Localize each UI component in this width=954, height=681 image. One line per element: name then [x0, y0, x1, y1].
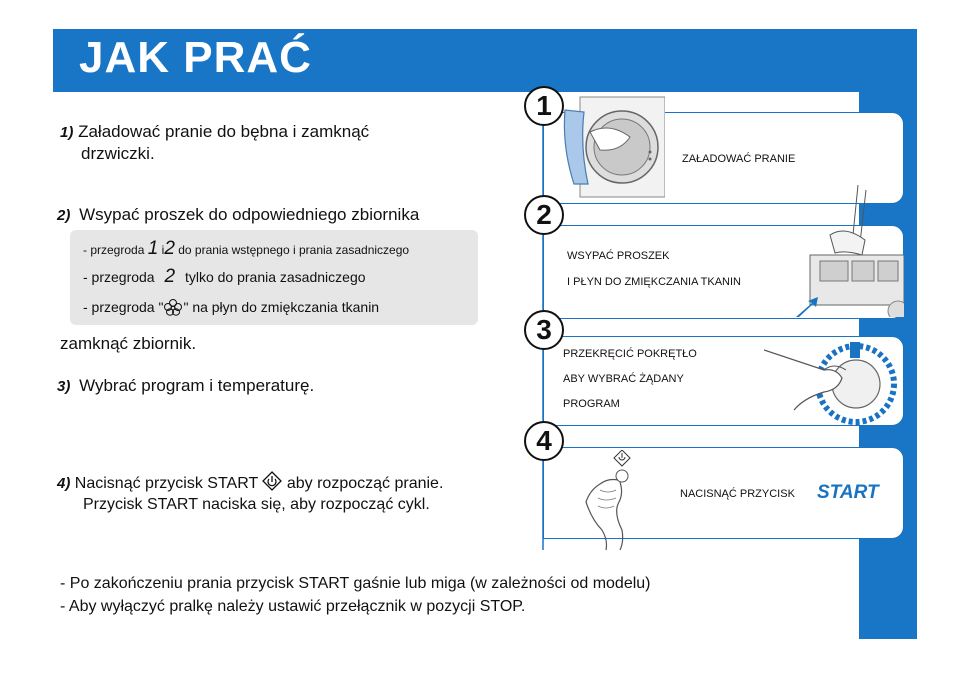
start-power-icon: [262, 471, 282, 491]
compartment-prefix: - przegroda: [83, 243, 145, 257]
flower-softener-icon: [163, 298, 183, 316]
step-1-number: 1): [60, 124, 74, 141]
compartment-and: i: [161, 243, 165, 257]
panel-3-label-2: ABY WYBRAĆ ŻĄDANY: [563, 373, 684, 385]
detergent-compartments-box: [70, 230, 478, 325]
footer-note-1: - Po zakończeniu prania przycisk START gaśnie lub miga (w zależności od modelu): [60, 575, 651, 592]
panel-1-label: ZAŁADOWAĆ PRANIE: [682, 153, 796, 165]
footer-note-2: - Aby wyłączyć pralkę należy ustawić przełącznik w pozycji STOP.: [60, 598, 526, 615]
panel-2-label-2: I PŁYN DO ZMIĘKCZANIA TKANIN: [567, 276, 741, 288]
panel-3-label-1: PRZEKRĘCIĆ POKRĘTŁO: [563, 348, 697, 360]
step-1-line1: Załadować pranie do bębna i zamknąć: [78, 122, 370, 141]
step-1: [60, 121, 369, 164]
washer-door-illustration: [560, 92, 665, 198]
compartment-digit-1: 1: [147, 238, 159, 259]
step-badge-4: 4: [524, 421, 564, 461]
compartment-softener-description: " na płyn do zmiękczania tkanin: [183, 299, 380, 315]
step-4-line2: Przycisk START naciska się, aby rozpocząć cykl.: [83, 496, 430, 513]
step-badge-2: 2: [524, 195, 564, 235]
program-dial-illustration: [764, 340, 904, 430]
panel-2-label-1: WSYPAĆ PROSZEK: [567, 250, 670, 262]
step-2: [57, 204, 419, 226]
step-4-number: 4): [57, 475, 71, 492]
detergent-drawer-illustration: [790, 185, 904, 317]
step-3-number: 3): [57, 378, 71, 395]
header-bar: [53, 29, 917, 92]
hand-press-illustration: [578, 450, 640, 550]
compartment-prefix: - przegroda ": [83, 299, 164, 315]
compartment-2-description: tylko do prania zasadniczego: [184, 269, 366, 285]
step-badge-1: 1: [524, 86, 564, 126]
step-3-text: Wybrać program i temperaturę.: [79, 376, 315, 395]
panel-4-label: NACISNĄĆ PRZYCISK: [680, 488, 795, 500]
compartment-digit-2: 2: [164, 266, 176, 287]
step-3: [57, 375, 314, 397]
page-title: JAK PRAĆ: [79, 33, 312, 82]
step-1-line2: drzwiczki.: [81, 144, 155, 163]
step-2-text: Wsypać proszek do odpowiedniego zbiornika: [79, 205, 420, 224]
compartment-digit-2: 2: [164, 238, 175, 259]
panel-3-label-3: PROGRAM: [563, 398, 620, 410]
step-badge-3: 3: [524, 310, 564, 350]
compartment-1-2-line: [83, 238, 409, 260]
compartment-1-2-description: do prania wstępnego i prania zasadniczego: [178, 243, 410, 257]
compartment-2-line: [83, 266, 366, 288]
start-label: START: [817, 482, 879, 503]
compartment-prefix: - przegroda: [83, 269, 155, 285]
compartment-softener-line: [83, 298, 379, 316]
step-4: [57, 471, 443, 515]
step-2-number: 2): [57, 207, 71, 224]
step-4-line1a: Nacisnąć przycisk START: [74, 475, 258, 492]
step-4-line1b: aby rozpocząć pranie.: [286, 475, 444, 492]
close-compartment-text: zamknąć zbiornik.: [60, 334, 197, 353]
